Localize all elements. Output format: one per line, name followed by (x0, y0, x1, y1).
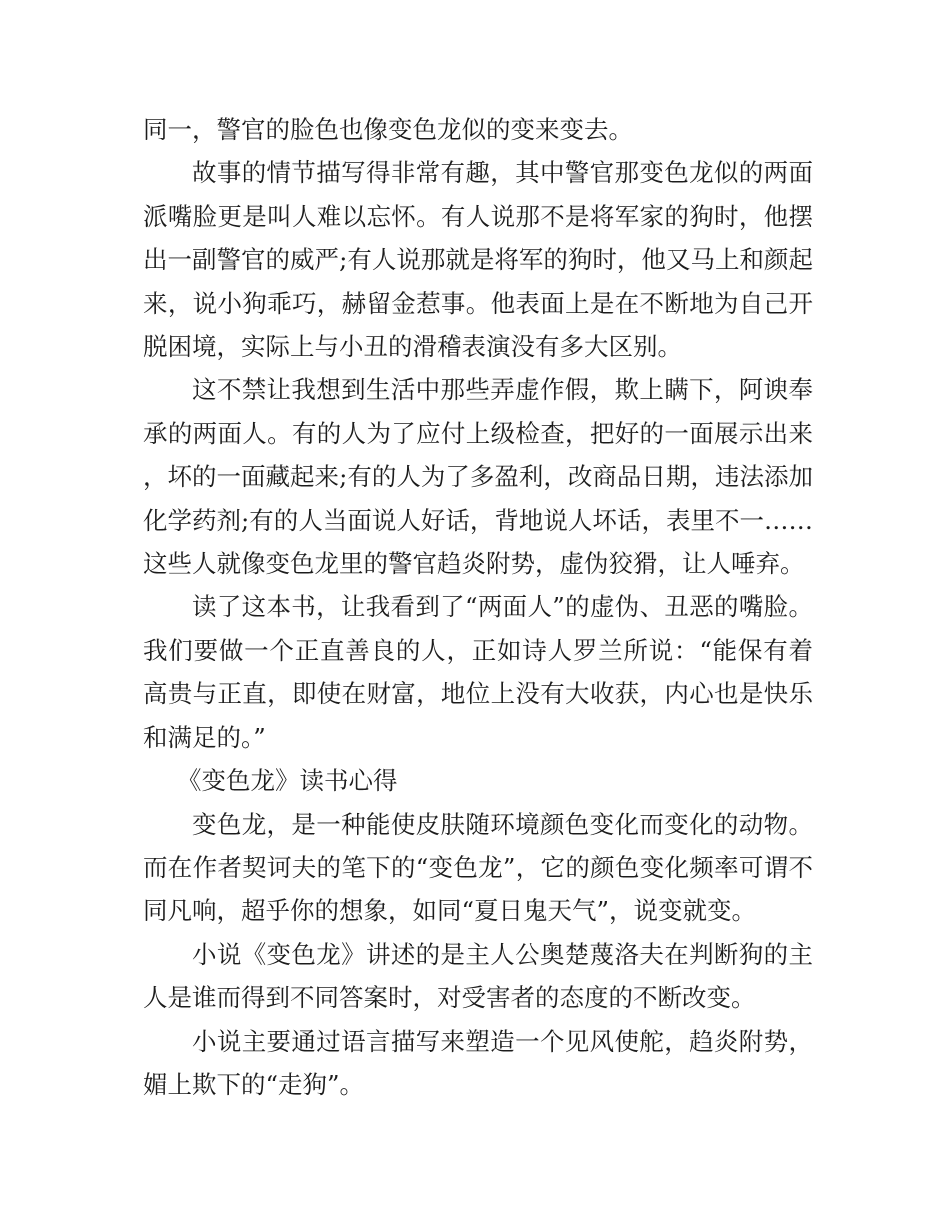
paragraph-continuation: 同一，警官的脸色也像变色龙似的变来变去。 (143, 115, 633, 144)
paragraph-chameleon-intro: 变色龙，是一种能使皮肤随环境颜色变化而变化的动物。而在作者契诃夫的笔下的“变色龙”，它的颜色变化频率可谓不同凡响，超乎你的想象，如同“夏日鬼天气”，说变就变。 (143, 809, 813, 926)
paragraph-novel-technique: 小说主要通过语言描写来塑造一个见风使舵，趋炎附势，媚上欺下的“走狗”。 (143, 1026, 813, 1099)
section-title: 《变色龙》读书心得 (177, 766, 398, 796)
paragraph-conclusion: 读了这本书，让我看到了“两面人”的虚伪、丑恶的嘴脸。我们要做一个正直善良的人，正如诗人罗兰所说：“能保有着高贵与正直，即使在财富，地位上没有大收获，内心也是快乐和满足的。” (143, 592, 813, 752)
paragraph-reflection: 这不禁让我想到生活中那些弄虚作假，欺上瞒下，阿谀奉承的两面人。有的人为了应付上级检查，把好的一面展示出来，坏的一面藏起来;有的人为了多盈利，改商品日期，违法添加化学药剂;有的人当面说人好话，背地说人坏话，表里不一……这些人就像变色龙里的警官趋炎附势，虚伪狡猾，让人唾弃。 (143, 375, 813, 579)
paragraph-story-plot: 故事的情节描写得非常有趣，其中警官那变色龙似的两面派嘴脸更是叫人难以忘怀。有人说那不是将军家的狗时，他摆出一副警官的威严;有人说那就是将军的狗时，他又马上和颜起来，说小狗乖巧，赫留金惹事。他表面上是在不断地为自己开脱困境，实际上与小丑的滑稽表演没有多大区别。 (143, 158, 813, 362)
document-page (143, 108, 813, 1106)
paragraph-novel-summary: 小说《变色龙》讲述的是主人公奥楚蔑洛夫在判断狗的主人是谁而得到不同答案时，对受害者的态度的不断改变。 (143, 939, 813, 1013)
